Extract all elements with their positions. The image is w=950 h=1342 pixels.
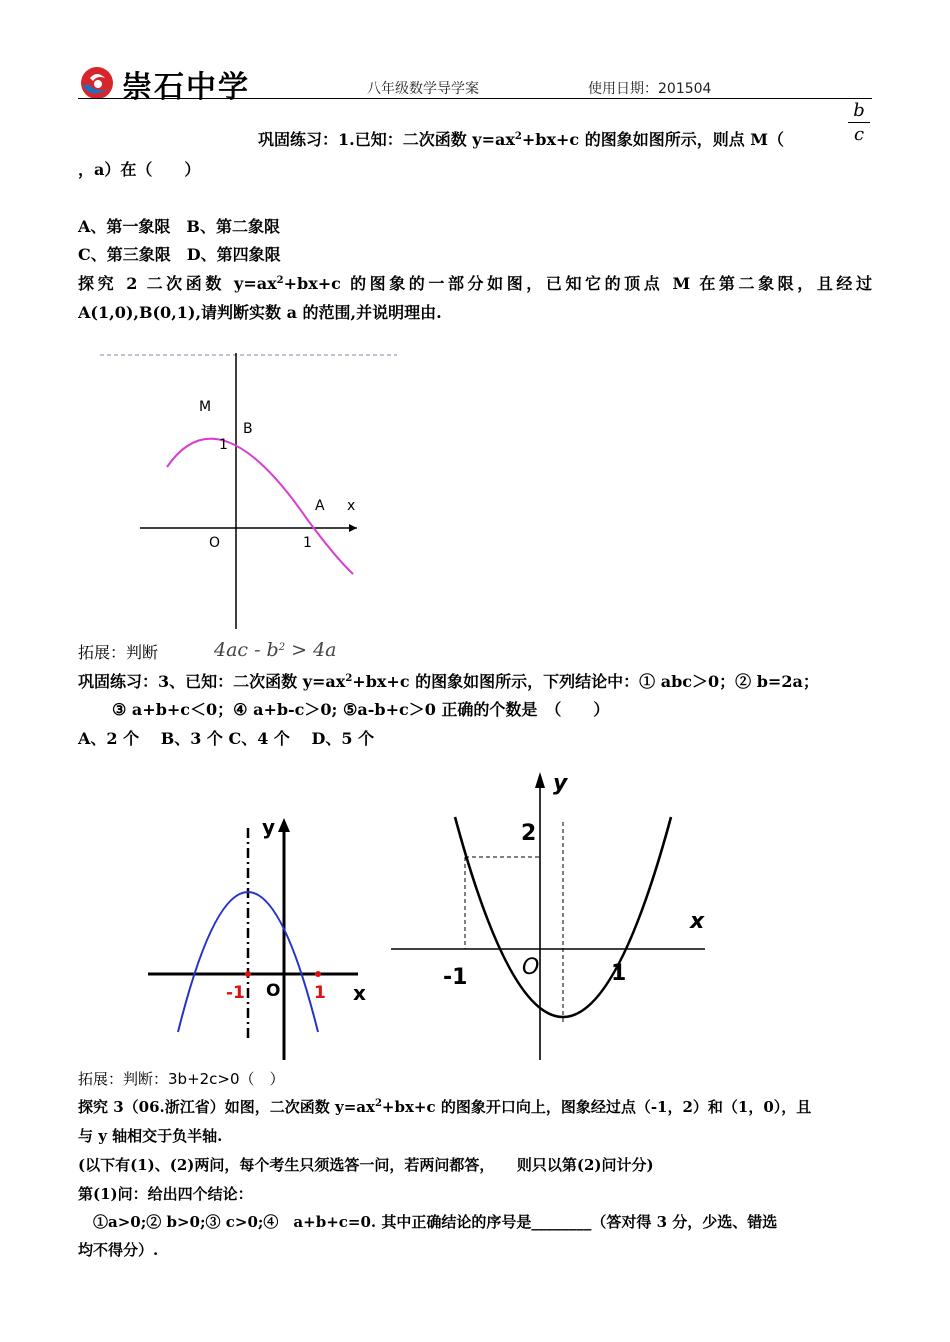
school-logo <box>78 64 116 102</box>
explore3-line5: ①a>0;② b>0;③ c>0;④ a+b+c=0. 其中正确结论的序号是________（答对得 3 分，少选、错选 <box>78 1213 778 1231</box>
point-neg1 <box>245 971 251 977</box>
figure-3-upward-parabola <box>385 762 730 1067</box>
explore3-line3: (以下有(1)、(2)两问，每个考生只须选答一问，若两问都答， 则只以第(2)问计分) <box>78 1156 654 1174</box>
label-x: x <box>347 498 356 514</box>
q3-line1: 巩固练习：3、已知：二次函数 $y=ax^2+bx+c$ 的图象如图所示，下列结论中：① abc＞0；② b=2a； <box>78 672 819 691</box>
figure-2-downward-parabola <box>110 810 380 1065</box>
label-y: y <box>262 815 276 839</box>
y-arrow <box>278 818 290 832</box>
q1-line2: ，a）在（ ） <box>78 160 201 179</box>
label-O: O <box>522 955 540 980</box>
q3-options: A、2 个 B、3 个 C、4 个 D、5 个 <box>78 729 375 748</box>
fraction-b-over-c: b c <box>846 100 872 145</box>
explore2-line2: A(1,0),B(0,1),请判断实数 a 的范围,并说明理由. <box>78 303 442 322</box>
y-arrow <box>535 772 545 788</box>
q1-options-cd: C、第三象限 D、第四象限 <box>78 245 281 264</box>
q1-options-ab: A、第一象限 B、第二象限 <box>78 217 280 236</box>
label-y: y <box>553 771 568 796</box>
label-2: 2 <box>521 821 537 846</box>
label-1-x: 1 <box>303 535 312 551</box>
label-O: O <box>209 535 221 551</box>
label-M: M <box>199 399 212 415</box>
label-B: B <box>243 421 253 437</box>
parabola-curve <box>167 439 356 574</box>
label-1: 1 <box>611 961 627 986</box>
label-1: 1 <box>314 983 326 1003</box>
explore3-line1: 探究 3（06.浙江省）如图，二次函数 $y=ax^2+bx+c$ 的图象开口向上，图象经过点（-1，2）和（1，0），且 <box>78 1098 812 1116</box>
label-A: A <box>315 498 325 514</box>
usage-date: 使用日期：201504 <box>588 81 712 97</box>
label-x: x <box>690 909 705 934</box>
course-title: 八年级数学导学案 <box>367 81 479 97</box>
extend1-formula: $4ac - b^2 > 4a$ <box>214 639 337 661</box>
label-neg1: -1 <box>443 965 468 990</box>
header-rule <box>78 98 872 99</box>
explore3-line6: 均不得分）. <box>78 1241 159 1259</box>
q1-line1: 巩固练习：1.已知：二次函数 $y=ax^2+bx+c$ 的图象如图所示，则点 M（ <box>258 130 784 149</box>
label-1-y: 1 <box>219 437 228 453</box>
extend2-text: 拓展：判断：3b+2c>0（ ） <box>78 1070 285 1088</box>
school-name: 崇石中学 <box>122 70 250 105</box>
figure-1-parabola <box>95 345 405 635</box>
explore3-line2: 与 y 轴相交于负半轴. <box>78 1127 223 1145</box>
x-arrow <box>349 524 357 532</box>
q3-line2: ③ a+b+c＜0；④ a+b-c＞0; ⑤a-b+c＞0 正确的个数是 （ ） <box>112 700 610 719</box>
label-neg1: -1 <box>226 983 245 1003</box>
label-O: O <box>266 981 281 1001</box>
explore3-line4: 第(1)问：给出四个结论： <box>78 1185 253 1203</box>
label-x: x <box>353 981 366 1005</box>
extend1-label: 拓展：判断 <box>78 643 159 662</box>
explore2-line1: 探究 2 二次函数 $y=ax^2+bx+c$ 的图象的一部分如图，已知它的顶点 M 在第二象限，且经过 <box>78 274 872 293</box>
point-1 <box>315 971 321 977</box>
